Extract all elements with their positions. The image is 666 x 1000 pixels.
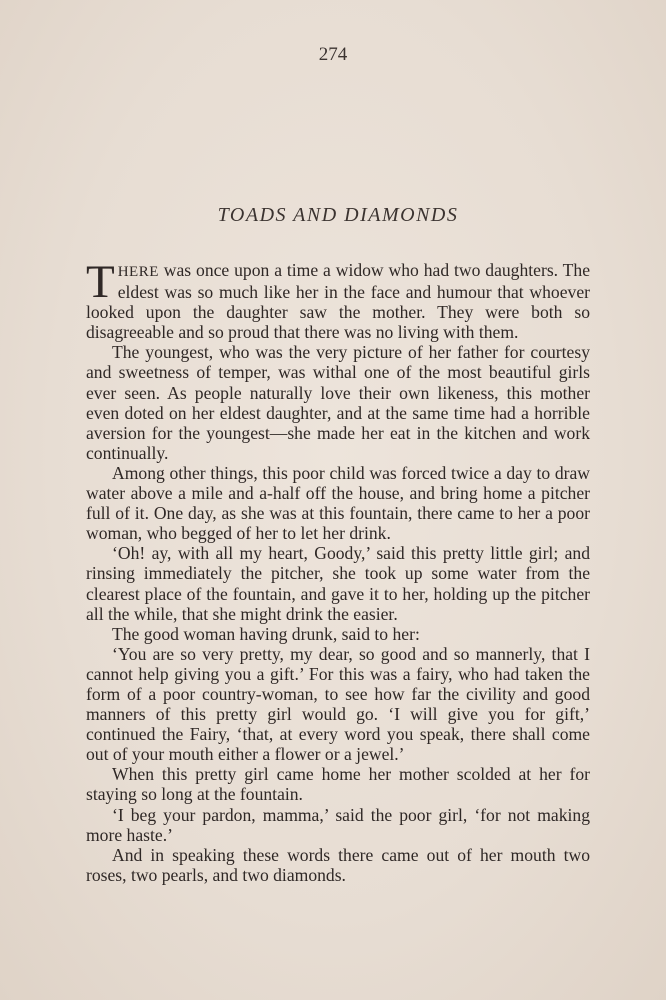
paragraph-4: ‘Oh! ay, with all my heart, Goody,’ said this pretty little girl; and rinsing immediately the pitcher, she took up some water from the clearest place of the fountain, and gave it to her, holding up the pitcher all the while, that she might drink the easier. bbox=[86, 543, 590, 624]
paragraph-7: When this pretty girl came home her mother scolded at her for staying so long at the fountain. bbox=[86, 764, 590, 805]
paragraph-8: ‘I beg your pardon, mamma,’ said the poor girl, ‘for not making more haste.’ bbox=[86, 804, 590, 845]
story-text bbox=[86, 256, 590, 885]
drop-cap: T bbox=[86, 256, 115, 308]
paragraph-1 bbox=[86, 256, 590, 343]
page-title: TOADS AND DIAMONDS bbox=[217, 204, 459, 226]
paragraph-9: And in speaking these words there came out of her mouth two roses, two pearls, and two diamonds. bbox=[86, 844, 590, 885]
paragraph-2: The youngest, who was the very picture of her father for courtesy and sweetness of temper, was withal one of the most beautiful girls ever seen. As people naturally love their own likeness, this mother even doted on her eldest daughter, and at the same time had a horrible aversion for the youngest—she made her eat in the kitchen and work continually. bbox=[86, 342, 590, 463]
paragraph-5: The good woman having drunk, said to her: bbox=[112, 623, 420, 644]
paragraph-1-text: was once upon a time a widow who had two daughters. The eldest was so much like her in the face and humour that whoever looked upon the daughter saw the mother. They were both so disagreeable and so proud that there was no living with them. bbox=[86, 260, 590, 343]
paragraph-6: ‘You are so very pretty, my dear, so good and so mannerly, that I cannot help giving you a gift.’ For this was a fairy, who had taken the form of a poor country-woman, to see how far the civility and good manners of this pretty girl would go. ‘I will give you for gift,’ continued the Fairy, ‘that, at every word you speak, there shall come out of your mouth either a flower or a jewel.’ bbox=[86, 643, 590, 765]
first-word-rest: HERE bbox=[117, 264, 159, 280]
paragraph-3: Among other things, this poor child was forced twice a day to draw water above a mile and a-half off the house, and bring home a pitcher full of it. One day, as she was at this fountain, there came to her a poor woman, who begged of her to let her drink. bbox=[86, 462, 590, 544]
page-number: 274 bbox=[318, 44, 348, 65]
